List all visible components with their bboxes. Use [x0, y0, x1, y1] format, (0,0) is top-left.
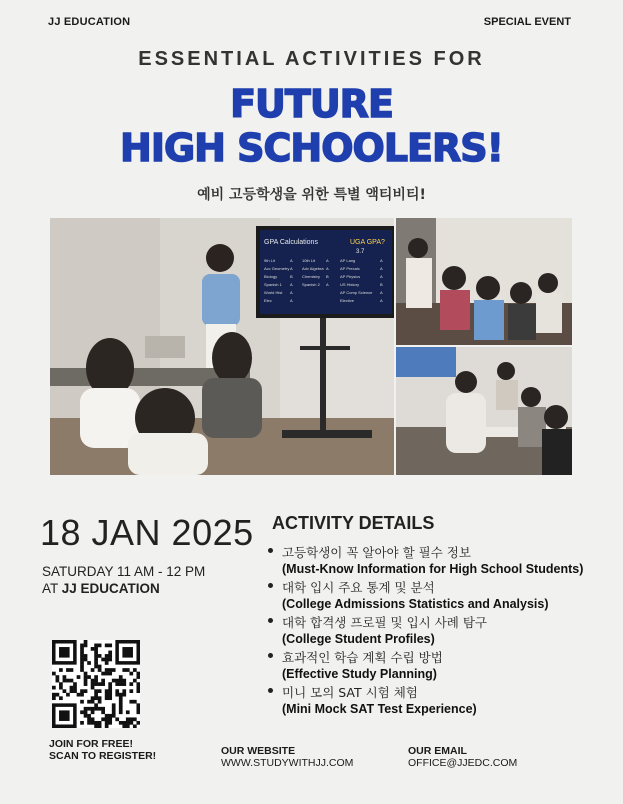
screen-cell: Biology [264, 274, 278, 279]
event-place-prefix: AT [42, 581, 59, 596]
activity-korean: 대학 합격생 프로필 및 입시 사례 탐구 [282, 615, 487, 630]
organization-name: JJ EDUCATION [48, 16, 131, 28]
activity-korean: 대학 입시 주요 통계 및 분석 [282, 580, 435, 595]
hero-title-line1: FUTURE [230, 82, 393, 126]
screen-cell: B [326, 274, 329, 279]
activity-item [262, 579, 612, 613]
email-link[interactable]: OFFICE@JJEDC.COM [408, 757, 518, 769]
activity-item [262, 544, 612, 578]
email-label: OUR EMAIL [408, 745, 467, 757]
screen-cell: Acc Geometry [264, 266, 290, 271]
event-time: SATURDAY 11 AM - 12 PM [42, 564, 206, 579]
screen-cell: AP Comp Science [340, 290, 373, 295]
hero-kicker: ESSENTIAL ACTIVITIES FOR [138, 48, 485, 70]
activity-english: (College Student Profiles) [282, 632, 435, 646]
screen-cell: A [290, 298, 293, 303]
activity-english: (Must-Know Information for High School Students) [282, 562, 584, 576]
screen-cell: A [380, 258, 383, 263]
screen-cell: A [380, 274, 383, 279]
activity-list [262, 544, 612, 719]
screen-cell: A [290, 282, 293, 287]
classroom-photo-test [396, 347, 572, 475]
bullet-icon [268, 653, 273, 658]
hero-subtitle: 예비 고등학생을 위한 특별 액티비티! [197, 187, 426, 203]
screen-right-title: UGA GPA? [350, 239, 385, 246]
activity-item [262, 614, 612, 648]
screen-cell: A [326, 258, 329, 263]
classroom-photo-illustration [50, 218, 394, 475]
activity-english: (College Admissions Statistics and Analysis) [282, 597, 549, 611]
registration-qr-code[interactable] [52, 640, 140, 728]
website-label: OUR WEBSITE [221, 745, 296, 757]
screen-cell: Chemistry [302, 274, 321, 279]
screen-cell: Elec [264, 298, 272, 303]
screen-cell: A [290, 258, 293, 263]
activity-item [262, 649, 612, 683]
activity-korean: 고등학생이 꼭 알아야 할 필수 정보 [282, 545, 471, 560]
scan-register-text: SCAN TO REGISTER! [49, 750, 157, 762]
qr-code-icon [52, 640, 140, 728]
screen-cell: AP Lang [340, 258, 356, 263]
activity-details-heading: ACTIVITY DETAILS [272, 513, 435, 533]
classroom-photo [50, 218, 394, 475]
bullet-icon [268, 548, 273, 553]
screen-cell: A [290, 290, 293, 295]
screen-left-title: GPA Calculations [264, 239, 318, 246]
screen-cell: World Hist [264, 290, 283, 295]
event-tag: SPECIAL EVENT [483, 16, 571, 28]
screen-cell: Spanish 2 [302, 282, 320, 287]
bullet-icon [268, 583, 273, 588]
bullet-icon [268, 618, 273, 623]
activity-korean: 효과적인 학습 계획 수립 방법 [282, 650, 443, 665]
screen-cell: 9th Lit [264, 258, 275, 263]
bullet-icon [268, 688, 273, 693]
event-date: 18 JAN 2025 [40, 512, 254, 553]
screen-cell: A [326, 282, 329, 287]
activity-item [262, 684, 612, 718]
website-link[interactable]: WWW.STUDYWITHJJ.COM [221, 757, 354, 769]
screen-cell: 10th Lit [302, 258, 316, 263]
screen-cell: Adv Algebra [302, 266, 324, 271]
screen-cell: A [380, 290, 383, 295]
test-photo-illustration [396, 347, 572, 475]
event-place-name: JJ EDUCATION [61, 581, 160, 596]
activity-english: (Effective Study Planning) [282, 667, 437, 681]
screen-cell: AP Precalc [340, 266, 360, 271]
hero-title-line2: HIGH SCHOOLERS! [120, 126, 503, 170]
screen-cell: AP Physics [340, 274, 361, 279]
screen-right-value: 3.7 [356, 249, 365, 255]
screen-cell: Elective [340, 298, 355, 303]
screen-cell: Spanish 1 [264, 282, 282, 287]
activity-english: (Mini Mock SAT Test Experience) [282, 702, 477, 716]
screen-cell: A [326, 266, 329, 271]
event-place [42, 581, 160, 596]
classroom-photo-students [396, 218, 572, 345]
activity-korean: 미니 모의 SAT 시험 체험 [282, 685, 418, 700]
students-photo-illustration [396, 218, 572, 345]
screen-cell: A [290, 266, 293, 271]
join-free-text: JOIN FOR FREE! [49, 738, 134, 750]
screen-cell: A [380, 298, 383, 303]
screen-cell: US History [340, 282, 360, 287]
screen-cell: B [290, 274, 293, 279]
screen-cell: B [380, 282, 383, 287]
screen-cell: A [380, 266, 383, 271]
